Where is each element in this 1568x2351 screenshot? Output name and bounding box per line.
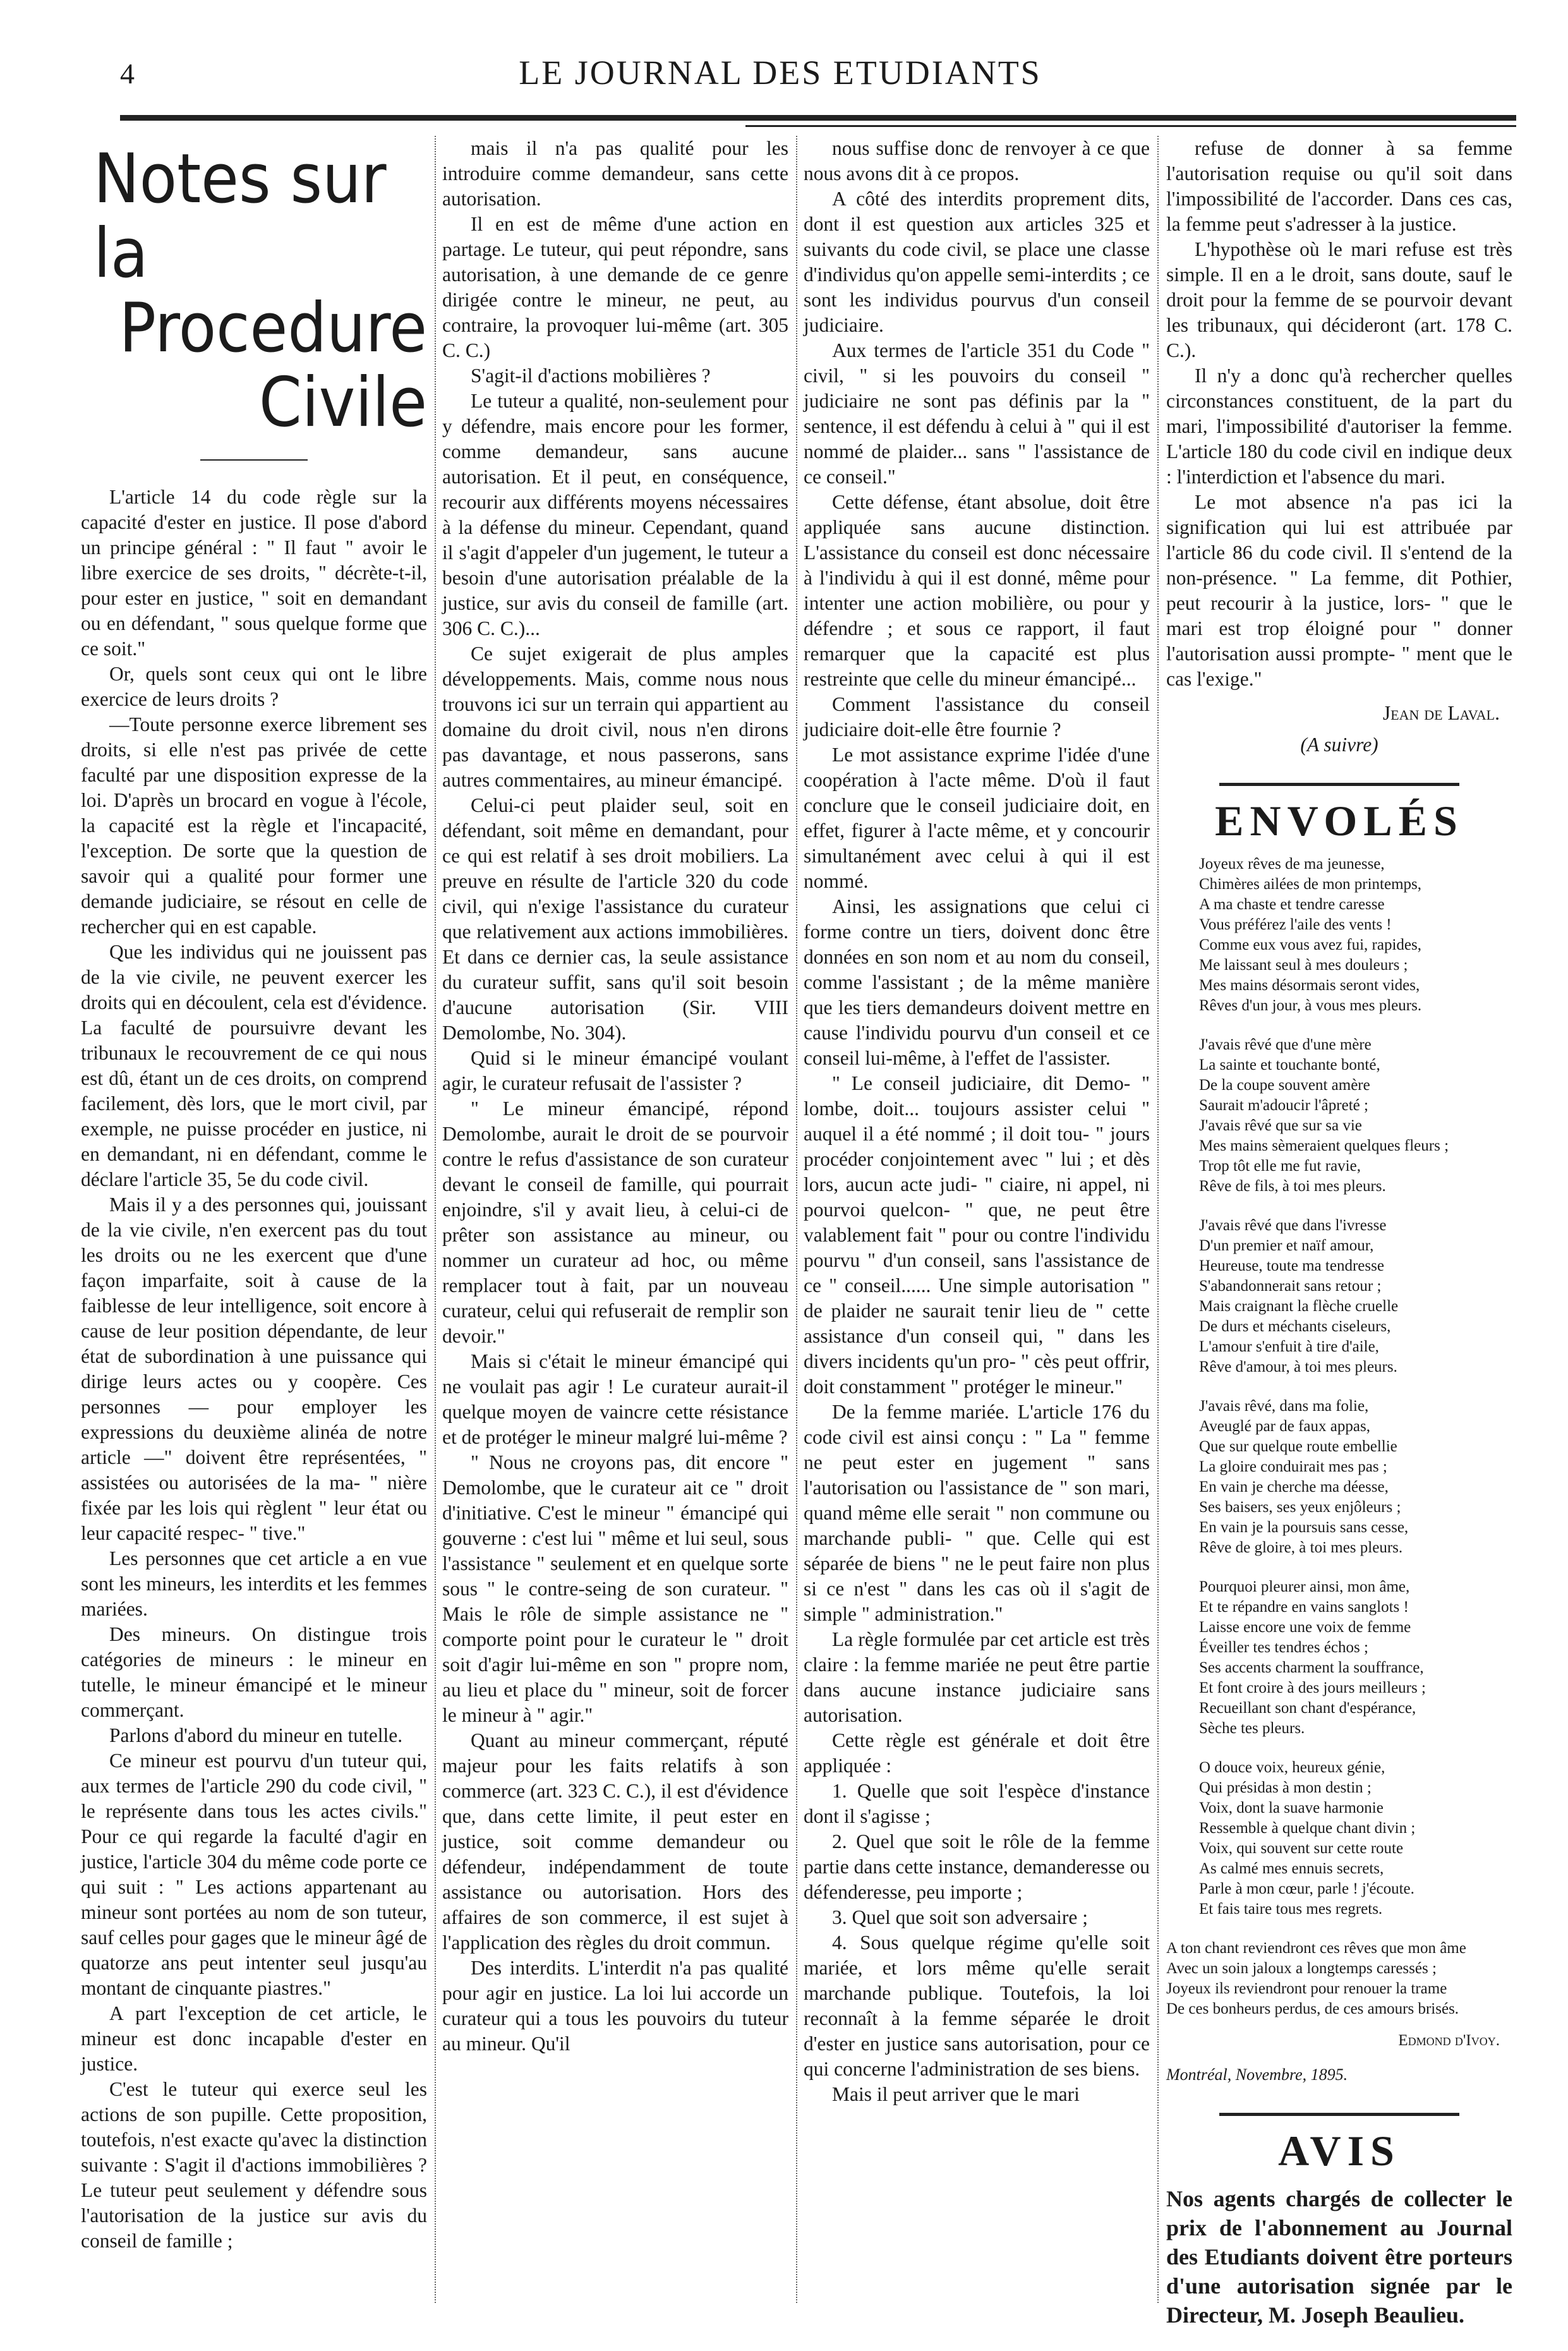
poem-line: A ma chaste et tendre caresse <box>1199 896 1385 913</box>
poem-stanza <box>1199 1396 1512 1558</box>
masthead <box>44 44 1516 120</box>
poem-stanza <box>1199 1577 1512 1739</box>
article-column-1 <box>81 136 427 2303</box>
poem-line: Ses accents charment la souffrance, <box>1199 1659 1424 1676</box>
article-paragraph: Parlons d'abord du mineur en tutelle. <box>109 1724 403 1746</box>
poem-line: Me laissant seul à mes douleurs ; <box>1199 957 1408 974</box>
poem-line: Parle à mon cœur, parle ! j'écoute. <box>1199 1880 1414 1897</box>
article-paragraph: Il en est de même d'une action en partage. Le tuteur, qui peut répondre, sans autorisation, à une demande de ce genre dirigée contre le mineur, ne peut, au contraire, la provoquer lui-même (art. 305 C. C.) <box>442 213 788 361</box>
poem-line: Aveuglé par de faux appas, <box>1199 1418 1370 1435</box>
poem-line: Recueillant son chant d'espérance, <box>1199 1700 1416 1717</box>
article-paragraph: Le tuteur a qualité, non-seulement pour y défendre, mais encore pour les former, comme demandeur, sans aucune autorisation. Et il peut, en conséquence, recourir aux différents moyens nécessaires à la défense du mineur. Cependant, quand il s'agit d'appeler d'un jugement, le tuteur a besoin d'une autorisation préalable de la justice, sur avis du conseil de famille (art. 306 C. C.)... <box>442 390 788 639</box>
masthead-rule-thin <box>745 125 1516 127</box>
article-paragraph: Cette défense, étant absolue, doit être appliquée sans aucune distinction. L'assistance du conseil est donc nécessaire à l'individu à qui il est donné, même pour intenter une action mobilière, ou pour y défendre ; et sous ce rapport, il faut remarquer que la capacité est plus restreinte que celle du mineur émancipé... <box>804 491 1150 690</box>
poem-line: Mes mains sèmeraient quelques fleurs ; <box>1199 1137 1449 1154</box>
poem-line: Ses baisers, ses yeux enjôleurs ; <box>1199 1499 1401 1516</box>
poem-place-date: Montréal, Novembre, 1895. <box>1166 2065 1348 2084</box>
poem-line: De ces bonheurs perdus, de ces amours brisés. <box>1166 2000 1459 2017</box>
article-paragraph: Mais si c'était le mineur émancipé qui ne voulait pas agir ! Le curateur aurait-il quelque moyen de vaincre cette résistance et de protéger le mineur malgré lui-même ? <box>442 1350 788 1448</box>
poem-line: Ressemble à quelque chant divin ; <box>1199 1820 1416 1837</box>
poem-line: La sainte et touchante bonté, <box>1199 1056 1380 1073</box>
poem-line: J'avais rêvé que sur sa vie <box>1199 1117 1362 1134</box>
column-divider <box>1157 136 1159 2303</box>
article-column-4 <box>1166 136 1512 2328</box>
poem-line: Sèche tes pleurs. <box>1199 1720 1305 1737</box>
article-paragraph: " Le conseil judiciaire, dit Demo- " lombe, doit... toujours assister celui " auquel il a été nommé ; il doit tou- " jours procéder conjointement avec " lui ; et dès lors, aucun acte judi- " ciaire, ni appel, ni pourvoi quelcon- " que, ne peut être valablement fait " pour ou contre l'individu pourvu " d'un conseil, sans l'assistance de ce " conseil...... Une simple autorisation " de plaider ne saurait tenir lieu de " cette assistance d'un conseil qui, " dans les divers incidents qu'un pro- " cès peut offrir, doit constamment " protéger le mineur." <box>804 1072 1150 1398</box>
poem-line: Heureuse, toute ma tendresse <box>1199 1257 1384 1274</box>
poem-line: O douce voix, heureux génie, <box>1199 1759 1385 1776</box>
article-paragraph: Celui-ci peut plaider seul, soit en défendant, soit même en demandant, pour ce qui est relatif à ses droit mobiliers. La preuve en résulte de l'article 320 du code civil, qui n'exige l'assistance du curateur que relativement aux actions immobilières. Et dans ce dernier cas, la seule assistance du curateur suffit, sans qu'il soit besoin d'aucune autorisation (Sir. VIII Demolombe, No. 304). <box>442 794 788 1044</box>
article-paragraph: 4. Sous quelque régime qu'elle soit mariée, et lors même qu'elle serait marchande publique. Toutefois, la loi reconnaît à la femme séparée le droit d'ester en justice sans autorisation, pour ce qui concerne l'administration de ses biens. <box>804 1931 1150 2080</box>
article-signature: Jean de Laval. <box>1382 702 1500 724</box>
article-paragraph: Ainsi, les assignations que celui ci forme contre un tiers, doivent donc être données en son nom et au nom du conseil, comme l'assistant ; de la même manière que les tiers demandeurs doivent mettre en cause l'individu pourvu d'un conseil et ce conseil lui-même, à l'effet de l'assister. <box>804 895 1150 1069</box>
poem-line: Éveiller tes tendres échos ; <box>1199 1639 1368 1656</box>
article-paragraph: 2. Quel que soit le rôle de la femme partie dans cette instance, demanderesse ou défenderesse, peu importe ; <box>804 1830 1150 1903</box>
poem-line: Joyeux ils reviendront pour renouer la trame <box>1166 1980 1447 1997</box>
poem-body <box>1199 854 1512 1919</box>
poem-stanza <box>1199 1758 1512 1919</box>
article-paragraph: C'est le tuteur qui exerce seul les actions de son pupille. Cette proposition, toutefois, n'est exacte qu'avec la distinction suivante : S'agit il d'actions immobilières ? Le tuteur peut seulement y défendre sous l'autorisation de la justice sur avis du conseil de famille ; <box>81 2078 427 2252</box>
to-be-continued: (A suivre) <box>1300 734 1378 756</box>
article-paragraph: S'agit-il d'actions mobilières ? <box>471 365 711 387</box>
poem-line: Joyeux rêves de ma jeunesse, <box>1199 855 1385 873</box>
title-divider <box>200 459 308 461</box>
poem-line: Laisse encore une voix de femme <box>1199 1619 1411 1636</box>
poem-line: A ton chant reviendront ces rêves que mon âme <box>1166 1940 1466 1957</box>
article-paragraph: " Nous ne croyons pas, dit encore " Demolombe, que le curateur ait ce " droit d'initiative. C'est le mineur " émancipé qui gouverne : c'est lui " même et lui seul, sous l'assistance " seulement et en quelque sorte sous " le contre-seing de son curateur. " Mais le rôle de simple assistance ne " comporte point pour le curateur le " droit soit d'agir lui-même en son " propre nom, au lieu et place du " mineur, soit de forcer le mineur à " agir." <box>442 1451 788 1726</box>
poem-signature: Edmond d'Ivoy. <box>1398 2032 1500 2049</box>
article-paragraph: Ce sujet exigerait de plus amples développements. Mais, comme nous nous trouvons ici sur un terrain qui appartient au domaine du droit civil, nous n'en dirons pas davantage, et nous passerons, sans autres commentaires, au mineur émancipé. <box>442 643 788 791</box>
article-paragraph: —Toute personne exerce librement ses droits, si elle n'est pas privée de cette faculté par une disposition expresse de la loi. D'après un brocard en vogue à l'école, la capacité est la règle et l'incapacité, l'exception. De sorte que la question de savoir qui a qualité pour former une demande judiciaire, se résout en celle de rechercher qui en est capable. <box>81 713 427 938</box>
poem-line: Rêve de fils, à toi mes pleurs. <box>1199 1178 1386 1195</box>
article-title-line-2: Procedure Civile <box>119 289 427 442</box>
poem-line: La gloire conduirait mes pas ; <box>1199 1458 1387 1475</box>
poem-line: L'amour s'enfuit à tire d'aile, <box>1199 1338 1379 1355</box>
article-column-3 <box>804 136 1150 2303</box>
poem-line: Et te répandre en vains sanglots ! <box>1199 1599 1409 1616</box>
poem-line: Trop tôt elle me fut ravie, <box>1199 1157 1361 1175</box>
poem-line: Mais craignant la flèche cruelle <box>1199 1298 1399 1315</box>
section-rule <box>1219 783 1459 786</box>
article-paragraph: Comment l'assistance du conseil judiciaire doit-elle être fournie ? <box>804 693 1150 740</box>
poem-line: En vain je la poursuis sans cesse, <box>1199 1519 1409 1536</box>
poem-stanza <box>1199 854 1512 1016</box>
article-paragraph: Des interdits. L'interdit n'a pas qualité pour agir en justice. La loi lui accorde un curateur qui a tous les pouvoirs du tuteur au mineur. Qu'il <box>442 1957 788 2055</box>
poem-line: Pourquoi pleurer ainsi, mon âme, <box>1199 1578 1410 1595</box>
poem-coda <box>1166 1938 1512 2019</box>
poem-line: Et fais taire tous mes regrets. <box>1199 1901 1383 1918</box>
poem-line: Rêve d'amour, à toi mes pleurs. <box>1199 1358 1397 1375</box>
article-column-2 <box>442 136 788 2303</box>
poem-line: Chimères ailées de mon printemps, <box>1199 876 1422 893</box>
article-title-line-1: Notes sur la <box>93 140 387 293</box>
column-3-text <box>804 136 1150 2107</box>
article-paragraph: Le mot absence n'a pas ici la signification qui lui est attribuée par l'article 86 du code civil. Il s'entend de la non-présence. " La femme, dit Pothier, peut recourir à la justice, lors- " que le mari est trop éloigné pour " donner l'autorisation aussi prompte- " ment que le cas l'exige." <box>1166 491 1512 690</box>
poem-stanza <box>1199 1216 1512 1377</box>
article-paragraph: Quant au mineur commerçant, réputé majeur pour les faits relatifs à son commerce (art. 323 C. C.), il est d'évidence que, dans cette limite, il peut ester en justice, soit comme demandeur ou défendeur, indépendamment de toute assistance ou autorisation. Hors des affaires de son commerce, il est sujet à l'application des règles du droit commun. <box>442 1729 788 1954</box>
article-paragraph: Des mineurs. On distingue trois catégories de mineurs : le mineur en tutelle, le mineur émancipé et le mineur commerçant. <box>81 1623 427 1721</box>
poem-line: Qui présidas à mon destin ; <box>1199 1779 1372 1796</box>
article-paragraph: Aux termes de l'article 351 du Code " civil, " si les pouvoirs du conseil " judiciaire ne sont pas définis par la " sentence, il est défendu à celui à " qui il est nommé de plaider... sans " l'assistance de ce conseil." <box>804 339 1150 488</box>
article-paragraph: A côté des interdits proprement dits, dont il est question aux articles 325 et suivants du code civil, se place une classe d'individus qu'on appelle semi-interdits ; ce sont les individus pourvus d'un conseil judiciaire. <box>804 188 1150 336</box>
article-paragraph: Cette règle est générale et doit être appliquée : <box>804 1729 1150 1777</box>
poem-line: Mes mains désormais seront vides, <box>1199 977 1420 994</box>
poem-line: Avec un soin jaloux a longtemps caressés ; <box>1166 1960 1437 1977</box>
article-paragraph: Quid si le mineur émancipé voulant agir, le curateur refusait de l'assister ? <box>442 1047 788 1094</box>
poem-line: Rêve de gloire, à toi mes pleurs. <box>1199 1539 1403 1556</box>
column-2-text <box>442 136 788 2057</box>
poem-line: Que sur quelque route embellie <box>1199 1438 1397 1455</box>
page-number: 4 <box>120 57 135 90</box>
poem-line: Saurait m'adoucir l'âpreté ; <box>1199 1097 1368 1114</box>
article-paragraph: Or, quels sont ceux qui ont le libre exercice de leurs droits ? <box>81 663 427 710</box>
column-divider <box>796 136 797 2303</box>
article-paragraph: Mais il y a des personnes qui, jouissant de la vie civile, n'en exercent pas du tout les droits ou ne les exercent que d'une façon imparfaite, soit à cause de la faiblesse de leur intelligence, soit encore à cause de leur position dépendante, de leur état de subordination à une puissance qui dirige leurs actes ou y coopère. Ces personnes — pour employer les expressions du deuxième alinéa de notre article —" doivent être représentées, " assistées ou autorisées de la ma- " nière fixée par les lois qui règlent " leur état ou leur capacité respec- " tive." <box>81 1194 427 1544</box>
article-paragraph: Il n'y a donc qu'à rechercher quelles circonstances constituent, de la part du mari, l'impossibilité d'autoriser la femme. L'article 180 du code civil en indique deux : l'interdiction et l'absence du mari. <box>1166 365 1512 488</box>
notice-title: AVIS <box>1278 2127 1401 2175</box>
poem-line: De durs et méchants ciseleurs, <box>1199 1318 1391 1335</box>
article-title <box>81 142 427 440</box>
article-paragraph: Les personnes que cet article a en vue sont les mineurs, les interdits et les femmes mariées. <box>81 1547 427 1620</box>
article-paragraph: nous suffise donc de renvoyer à ce que nous avons dit à ce propos. <box>804 137 1150 184</box>
poem-line: Voix, dont la suave harmonie <box>1199 1799 1384 1816</box>
article-paragraph: 1. Quelle que soit l'espèce d'instance dont il s'agisse ; <box>804 1780 1150 1827</box>
column-1-text <box>81 485 427 2254</box>
column-4-text <box>1166 136 1512 692</box>
article-paragraph: Le mot assistance exprime l'idée d'une coopération à l'acte même. D'où il faut conclure que le conseil judiciaire doit, en effet, figurer à l'acte même, et y concourir simultanément avec celui à qui il est nommé. <box>804 744 1150 892</box>
masthead-rule-thick <box>120 115 1516 121</box>
article-paragraph: Que les individus qui ne jouissent pas de la vie civile, ne peuvent exercer les droits qui en découlent, cela est d'évidence. La faculté de poursuivre devant les tribunaux le recouvrement de ce qui nous est dû, étant un de ces droits, on comprend facilement, dès lors, que le mort civil, par exemple, ne puisse procéder en justice, ni en demandant, ni en défendant, comme le déclare l'article 35, 5e du code civil. <box>81 941 427 1190</box>
poem-line: J'avais rêvé, dans ma folie, <box>1199 1398 1369 1415</box>
poem-line: J'avais rêvé que dans l'ivresse <box>1199 1217 1387 1234</box>
poem-line: De la coupe souvent amère <box>1199 1077 1370 1094</box>
poem-line: S'abandonnerait sans retour ; <box>1199 1278 1382 1295</box>
article-paragraph: Ce mineur est pourvu d'un tuteur qui, aux termes de l'article 290 du code civil, " le représente dans tous les actes civils." Pour ce qui regarde la faculté d'agir en justice, l'article 304 du même code porte ce qui suit : " Les actions appartenant au mineur sont portées au nom de son tuteur, sauf celles pour gages que le mineur âgé de quatorze ans peut intenter seul jusqu'au montant de cinquante piastres." <box>81 1750 427 1999</box>
poem-line: Comme eux vous avez fui, rapides, <box>1199 936 1421 953</box>
article-paragraph: 3. Quel que soit son adversaire ; <box>832 1906 1089 1928</box>
article-paragraph: mais il n'a pas qualité pour les introduire comme demandeur, sans cette autorisation. <box>442 137 788 210</box>
poem-line: Vous préférez l'aile des vents ! <box>1199 916 1392 933</box>
poem-line: As calmé mes ennuis secrets, <box>1199 1860 1384 1877</box>
journal-title: LE JOURNAL DES ETUDIANTS <box>519 54 1042 92</box>
article-paragraph: A part l'exception de cet article, le mineur est donc incapable d'ester en justice. <box>81 2002 427 2075</box>
section-rule <box>1219 2113 1459 2116</box>
poem-line: Voix, qui souvent sur cette route <box>1199 1840 1404 1857</box>
article-paragraph: L'article 14 du code règle sur la capacité d'ester en justice. Il pose d'abord un principe général : " Il faut " avoir le libre exercice de ses droits, " décrète-t-il, pour ester en justice, " soit en demandant ou en défendant, " sous quelque forme que ce soit." <box>81 486 427 660</box>
article-paragraph: Mais il peut arriver que le mari <box>832 2083 1080 2105</box>
poem-title: ENVOLÉS <box>1215 797 1464 845</box>
poem-line: Et font croire à des jours meilleurs ; <box>1199 1679 1426 1696</box>
article-paragraph: " Le mineur émancipé, répond Demolombe, aurait le droit de se pourvoir contre le refus d'assistance de son curateur devant le conseil de famille, qui pourrait enjoindre, s'il y avait lieu, à celui-ci de prêter son assistance au mineur, ou nommer un curateur ad hoc, ou même remplacer tout à fait, par un nouveau curateur, celui qui refuserait de remplir son devoir." <box>442 1097 788 1347</box>
notice-text: Nos agents chargés de collecter le prix de l'abonnement au Journal des Etudiants doivent être porteurs d'une autorisation signée par le Directeur, M. Joseph Beaulieu. <box>1166 2186 1512 2328</box>
article-paragraph: La règle formulée par cet article est très claire : la femme mariée ne peut être partie dans aucune instance judiciaire sans autorisation. <box>804 1628 1150 1726</box>
article-paragraph: refuse de donner à sa femme l'autorisation requise ou qu'il soit dans l'impossibilité de l'accorder. Dans ces cas, la femme peut s'adresser à la justice. <box>1166 137 1512 235</box>
article-paragraph: De la femme mariée. L'article 176 du code civil est ainsi conçu : " La " femme ne peut ester en jugement " sans l'autorisation ou l'assistance de " son mari, quand même elle serait " non commune ou marchande publi- " que. Celle qui est séparée de biens " ne le peut faire non plus si ce n'est " dans les cas où il s'agit de simple " administration." <box>804 1401 1150 1625</box>
poem-line: D'un premier et naïf amour, <box>1199 1237 1374 1254</box>
column-divider <box>435 136 436 2303</box>
poem-line: J'avais rêvé que d'une mère <box>1199 1036 1372 1053</box>
article-paragraph: L'hypothèse où le mari refuse est très simple. Il en a le droit, sans doute, sauf le droit pour la femme de se pourvoir devant les tribunaux, qui décideront (art. 178 C. C.). <box>1166 238 1512 361</box>
poem-line: En vain je cherche ma déesse, <box>1199 1478 1389 1496</box>
poem-stanza <box>1199 1035 1512 1197</box>
poem-line: Rêves d'un jour, à vous mes pleurs. <box>1199 997 1422 1014</box>
